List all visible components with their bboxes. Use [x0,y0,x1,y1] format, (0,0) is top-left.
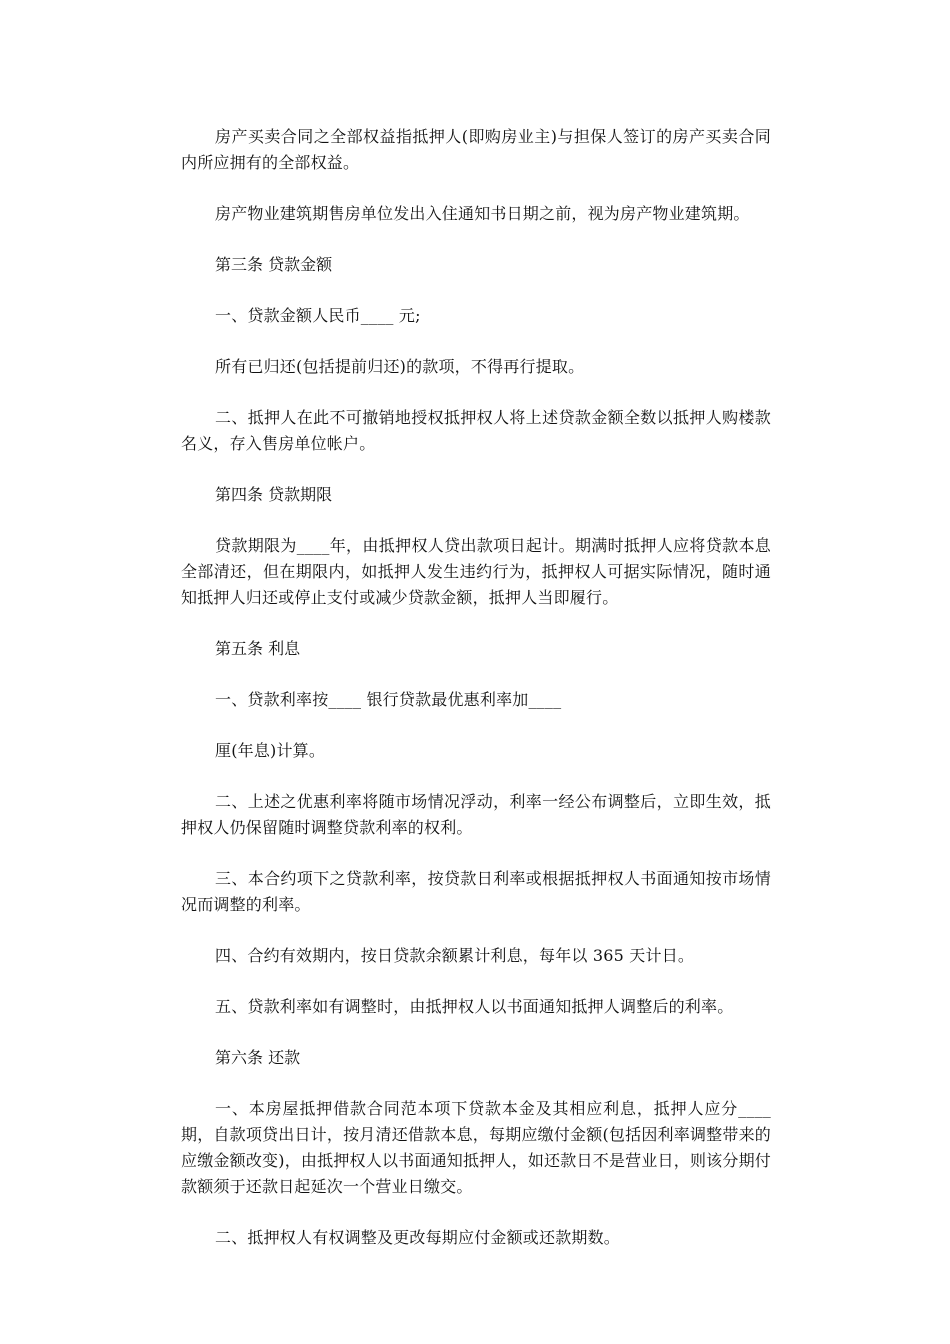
paragraph-rate-basis: 三、本合约项下之贷款利率，按贷款日利率或根据抵押权人书面通知按市场情况而调整的利率。 [181,869,771,914]
paragraph-interest-calc: 厘(年息)计算。 [215,741,326,760]
paragraph-daily-interest: 四、合约有效期内，按日贷款余额累计利息，每年以 365 天计日。 [215,946,695,965]
document-body [181,124,771,1276]
paragraph-loan-term: 贷款期限为____年，由抵押权人贷出款项日起计。期满时抵押人应将贷款本息全部清还，但在期限内，如抵押人发生违约行为，抵押权人可据实际情况，随时通知抵押人归还或停止支付或减少贷款金额，抵押人当即履行。 [181,536,771,607]
paragraph-loan-amount: 一、贷款金额人民币____ 元; [215,306,421,325]
paragraph-rate-float: 二、上述之优惠利率将随市场情况浮动，利率一经公布调整后，立即生效，抵押权人仍保留随时调整贷款利率的权利。 [181,792,771,837]
article-6-heading: 第六条 还款 [215,1048,301,1067]
article-4-heading: 第四条 贷款期限 [215,485,333,504]
paragraph-rights-definition: 房产买卖合同之全部权益指抵押人(即购房业主)与担保人签订的房产买卖合同内所应拥有的全部权益。 [181,127,771,172]
paragraph-rate-notice: 五、贷款利率如有调整时，由抵押权人以书面通知抵押人调整后的利率。 [215,997,734,1016]
paragraph-deposit-authorization: 二、抵押人在此不可撤销地授权抵押权人将上述贷款金额全数以抵押人购楼款名义，存入售房单位帐户。 [181,408,771,453]
paragraph-no-redraw: 所有已归还(包括提前归还)的款项，不得再行提取。 [215,357,585,376]
paragraph-repayment-schedule: 一、本房屋抵押借款合同范本项下贷款本金及其相应利息，抵押人应分____期，自款项贷出日计，按月清还借款本息，每期应缴付金额(包括因利率调整带来的应缴金额改变)，由抵押权人以书面通知抵押人，如还款日不是营业日，则该分期付款额须于还款日起延次一个营业日缴交。 [181,1099,771,1196]
article-3-heading: 第三条 贷款金额 [215,255,333,274]
paragraph-interest-rate: 一、贷款利率按____ 银行贷款最优惠利率加____ [215,690,562,709]
paragraph-repayment-adjust: 二、抵押权人有权调整及更改每期应付金额或还款期数。 [215,1228,621,1247]
article-5-heading: 第五条 利息 [215,639,301,658]
paragraph-construction-period: 房产物业建筑期售房单位发出入住通知书日期之前，视为房产物业建筑期。 [215,204,750,223]
